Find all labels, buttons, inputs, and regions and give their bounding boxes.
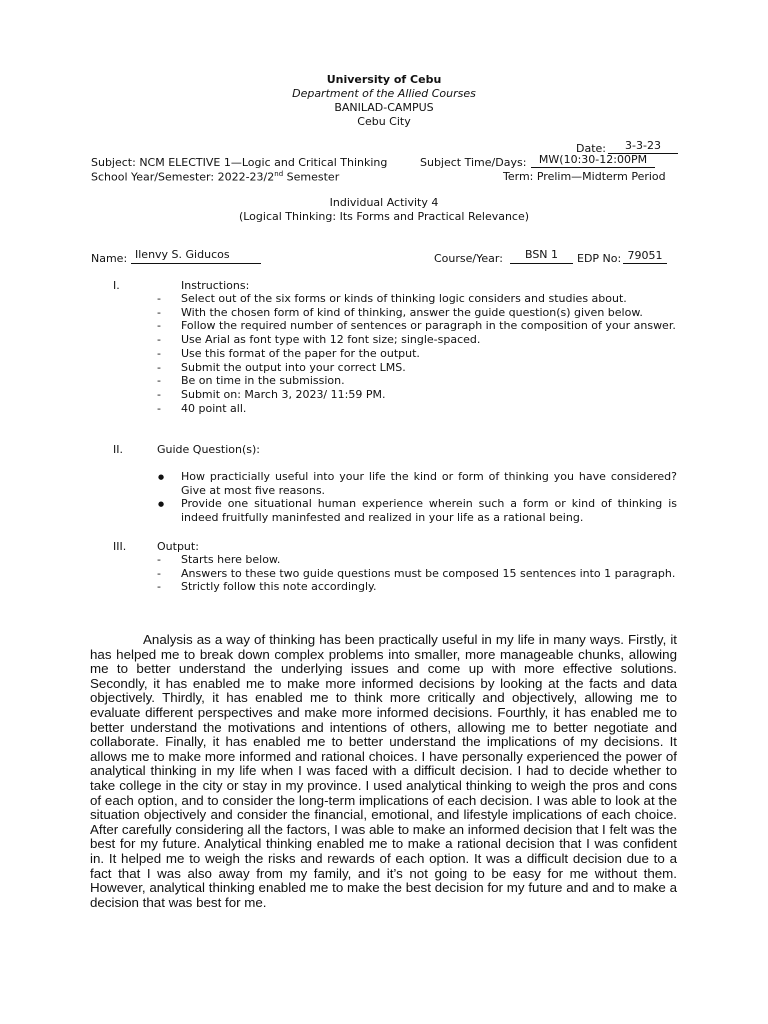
school-year [91, 170, 339, 184]
list-item: - Submit the output into your correct LMS. [157, 361, 677, 375]
date-label: Date: [576, 142, 606, 155]
list-item: - Answers to these two guide questions must be composed 15 sentences into 1 paragraph. [157, 567, 677, 581]
course-year-label: Course/Year: [434, 252, 503, 265]
list-item: - With the chosen form of kind of thinking, answer the guide question(s) given below. [157, 306, 677, 320]
section-numeral-3: III. [113, 540, 127, 553]
school-year-text: School Year/Semester: 2022-23/2 [91, 170, 275, 184]
campus-name: BANILAD-CAMPUS [334, 101, 434, 114]
list-item: - Select out of the six forms or kinds of thinking logic considers and studies about. [157, 292, 677, 306]
section-numeral-1: I. [113, 279, 120, 292]
subject-time-value: MW(10:30-12:00PM [538, 153, 648, 166]
course-year-value: BSN 1 [524, 248, 559, 261]
name-underline [131, 263, 261, 264]
section-numeral-2: II. [113, 443, 123, 456]
activity-title: Individual Activity 4 [329, 196, 439, 209]
school-year-superscript: nd [274, 170, 284, 178]
student-name: Ilenvy S. Giducos [135, 248, 230, 261]
term: Term: Prelim—Midterm Period [503, 170, 666, 183]
subject-time-label: Subject Time/Days: [420, 156, 527, 169]
essay-paragraph: Analysis as a way of thinking has been practically useful in my life in many ways. Firstly, it has helped me to break down complex problems into smaller, more manageable chunks, allowing me to better understand the underlying issues and come up with more effective solutions. Secondly, it has enabled me to make more informed decisions by looking at the facts and data objectively. Thirdly, it has enabled me to think more critically and objectively, allowing me to evaluate different perspectives and make more informed decisions. Fourthly, it has enabled me to better understand the motivations and intentions of others, allowing me to better negotiate and collaborate. Finally, it has enabled me to better understand the implications of my decisions. It allows me to make more informed and rational choices. I have personally experienced the power of analytical thinking in my life when I was faced with a difficult decision. I had to decide whether to take college in the city or stay in my province. I used analytical thinking to weigh the pros and cons of each option, and to consider the long-term implications of each decision. I was able to look at the situation objectively and consider the financial, emotional, and lifestyle implications of each choice. After carefully considering all the factors, I was able to make an informed decision that I felt was the best for my future. Analytical thinking enabled me to make a rational decision that I was confident in. It helped me to weigh the risks and rewards of each option. It was a difficult decision due to a fact that I was also away from my family, and it’s not going to be easy for me without them. However, analytical thinking enabled me to make the best decision for my future and and to make a decision that was best for me. [90, 632, 677, 910]
list-item: - Follow the required number of sentences or paragraph in the composition of your answer. [157, 319, 677, 333]
list-item: - Use this format of the paper for the output. [157, 347, 677, 361]
output-list [157, 553, 677, 594]
activity-subtitle: (Logical Thinking: Its Forms and Practical Relevance) [238, 210, 530, 223]
university-name: University of Cebu [326, 73, 442, 86]
list-item: - Use Arial as font type with 12 font size; single-spaced. [157, 333, 677, 347]
list-item: ● How practicially useful into your life the kind or form of thinking you have considered? Give at most five reasons. [157, 470, 677, 497]
course-underline [510, 263, 573, 264]
subject-label: Subject: NCM ELECTIVE 1—Logic and Critical Thinking [91, 156, 388, 169]
list-item: ● Provide one situational human experience wherein such a form or kind of thinking is indeed fruitfully maninfested and realized in your life as a rational being. [157, 497, 677, 524]
guide-questions-list [157, 470, 677, 525]
guide-heading: Guide Question(s): [157, 443, 261, 456]
school-year-suffix: Semester [283, 170, 340, 184]
date-value: 3-3-23 [625, 139, 661, 152]
time-underline [531, 167, 655, 168]
list-item: - Starts here below. [157, 553, 677, 567]
edp-underline [623, 263, 667, 264]
instructions-heading: Instructions: [181, 279, 250, 292]
list-item: - 40 point all. [157, 402, 677, 416]
edp-label: EDP No: [577, 252, 622, 265]
list-item: - Strictly follow this note accordingly. [157, 580, 677, 594]
department-name: Department of the Allied Courses [292, 87, 476, 100]
instructions-list [157, 292, 677, 415]
output-heading: Output: [157, 540, 199, 553]
list-item: - Be on time in the submission. [157, 374, 677, 388]
name-label: Name: [91, 252, 128, 265]
edp-value: 79051 [627, 249, 663, 262]
city-name: Cebu City [357, 115, 411, 128]
list-item: - Submit on: March 3, 2023/ 11:59 PM. [157, 388, 677, 402]
